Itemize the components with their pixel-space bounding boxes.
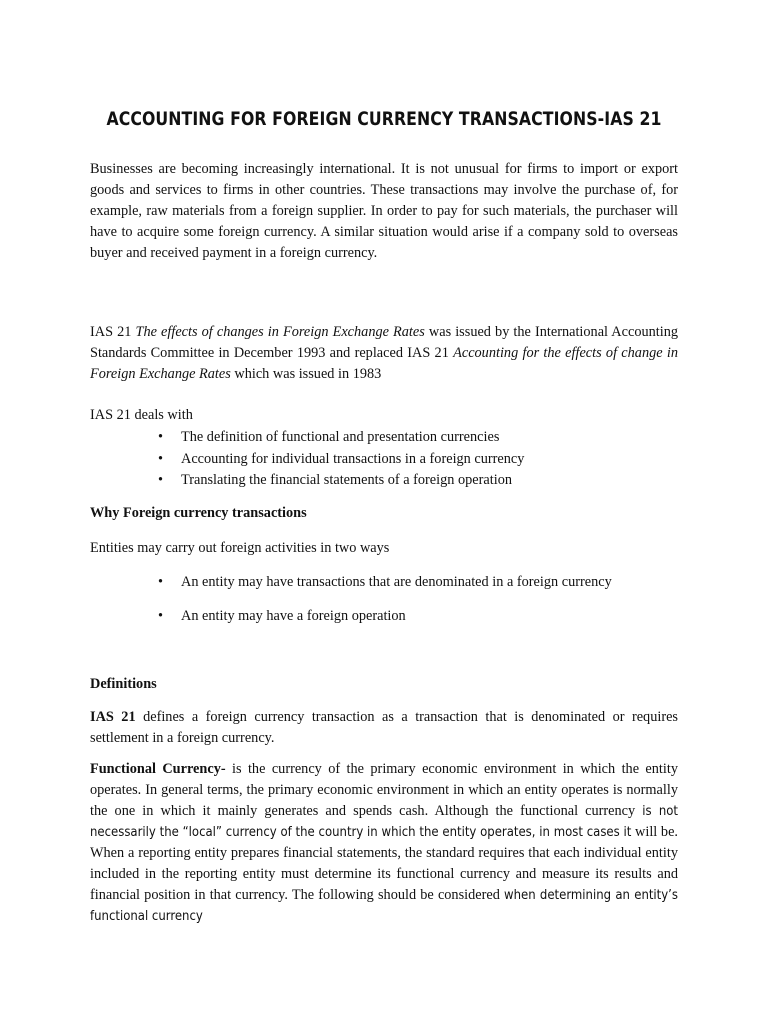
ways-intro: Entities may carry out foreign activities in two ways [90,540,390,556]
functional-currency-paragraph [90,759,678,927]
why-heading: Why Foreign currency transactions [90,505,307,521]
functional-text-3: will be. When a reporting entity prepares financial statements, the standard requires that each individual entity included in the reporting entity must determine its functional currency and measure its results and financial position in that currency. The following should be considered [90,824,678,903]
list-item-text: An entity may have transactions that are denominated in a foreign currency [181,574,612,590]
deals-with-label: IAS 21 deals with [90,407,193,423]
history-title-2021: The effects of changes in Foreign Exchange Rates [135,324,425,340]
bullet-icon: • [158,472,164,488]
bullet-icon: • [158,608,164,624]
functional-text-4: when determining an entity’s functional currency [90,888,678,924]
bullet-icon: • [158,429,164,445]
history-title-1983: Accounting for the effects of change in Foreign Exchange Rates [90,345,678,382]
list-item-text: An entity may have a foreign operation [181,608,406,624]
intro-paragraph: Businesses are becoming increasingly international. It is not unusual for firms to import or export goods and services to firms in other countries. These transactions may involve the purchase of, for example, raw materials from a foreign supplier. In order to pay for such materials, the purchaser will have to acquire some foreign currency. A similar situation would arise if a company sold to overseas buyer and received payment in a foreign currency. [90,161,678,261]
ias21-definition [90,707,678,749]
history-text-3: which was issued in 1983 [230,366,382,382]
ias21-label: IAS 21 [90,709,136,725]
bullet-icon: • [158,574,164,590]
list-item-text: Translating the financial statements of a foreign operation [181,472,512,488]
functional-text-2: is not necessarily the “local” currency of the country in which the entity operates, in most cases it [90,804,678,840]
history-text-2: was issued by the International Accounting Standards Committee in December 1993 and replaced IAS 21 [90,324,679,361]
functional-text-1: is the currency of the primary economic environment in which the entity operates. In general terms, the primary economic environment in which an entity operates is normally the one in which it mainly generates and spends cash. Although the functional currency [90,761,678,819]
history-text-1: IAS 21 [90,324,136,340]
list-item-text: Accounting for individual transactions in a foreign currency [181,451,525,467]
history-paragraph [90,322,678,385]
list-item-text: The definition of functional and presentation currencies [181,429,500,445]
ias21-definition-text: defines a foreign currency transaction as a transaction that is denominated or requires settlement in a foreign currency. [90,709,678,746]
functional-currency-label: Functional Currency- [90,761,226,777]
definitions-heading: Definitions [90,676,157,692]
document-title: ACCOUNTING FOR FOREIGN CURRENCY TRANSACTIONS-IAS 21 [106,108,662,130]
bullet-icon: • [158,451,164,467]
